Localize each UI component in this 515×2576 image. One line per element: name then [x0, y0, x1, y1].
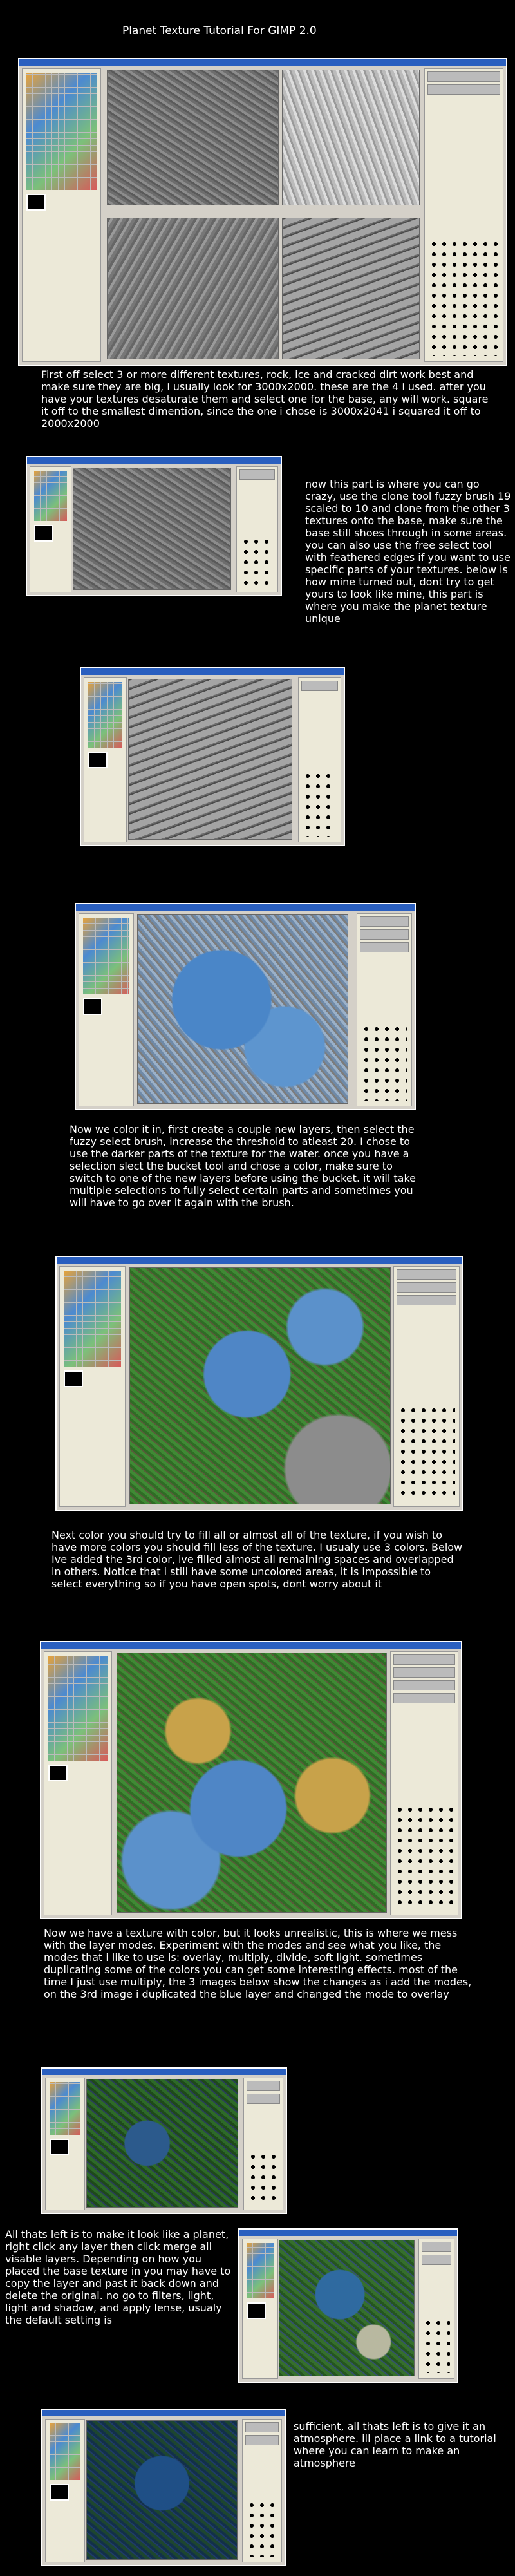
- screenshot-layer-mode-2: [238, 2228, 458, 2383]
- step-5-text: Now we have a texture with color, but it looks unrealistic, this is where we mess with the layer modes. Experiment with the modes and see what you like, the modes that i like to use is: overlay, multiply, divide, soft light. sometimes duplicating some of the colors you can get some interesting effects. most of the time I just use multiply, the 3 images below show the changes as i add the modes, on the 3rd image i duplicated the blue layer and changed the mode to overlay: [44, 1927, 472, 2000]
- screenshot-three-colors: [40, 1641, 462, 1919]
- step-7-text: sufficient, all thats left is to give it an atmosphere. ill place a link to a tutorial where you can learn to make an atmosphere: [294, 2420, 496, 2469]
- screenshot-textures-grid: [18, 58, 507, 366]
- screenshot-base-texture: [26, 456, 282, 596]
- step-3-text: Now we color it in, first create a couple new layers, then select the fuzzy select brush, increase the threshold to atleast 20. I chose to use the darker parts of the texture for the water. once you have a selection slect the bucket tool and chose a color, make sure to switch to one of the new layers before using the bucket. it will take multiple selections to fully select certain parts and sometimes you will have to go over it again with the brush.: [70, 1123, 416, 1209]
- screenshot-cloned-texture: [80, 667, 345, 846]
- step-6-text: All thats left is to make it look like a planet, right click any layer then click merge all visable layers. Depending on how you placed the base texture in you may have to copy the layer and past it back down and delete the original. no go to filters, light, light and shadow, and apply lense, usualy the default setting is: [5, 2228, 231, 2326]
- step-4-text: Next color you should try to fill all or almost all of the texture, if you wish to have more colors you should fill less of the texture. I usualy use 3 colors. Below Ive added the 3rd color, ive filled almost all remaining spaces and overlapped in others. Notice that i still have some uncolored areas, it is impossible to select everything so if you have open spots, dont worry about it: [52, 1529, 463, 1590]
- screenshot-green-color: [55, 1256, 464, 1511]
- screenshot-layer-mode-1: [41, 2067, 287, 2214]
- step-2-text: now this part is where you can go crazy, use the clone tool fuzzy brush 19 scaled to 10 and clone from the other 3 textures onto the base, make sure the base still shoes through in some areas. you can also use the free select tool with feathered edges if you want to use specific parts of your textures. below is how mine turned out, dont try to get yours to look like mine, this part is where you make the planet texture unique: [305, 478, 511, 625]
- screenshot-water-color: [75, 903, 416, 1110]
- page-title: Planet Texture Tutorial For GIMP 2.0: [122, 24, 317, 37]
- screenshot-layer-mode-3: [41, 2409, 286, 2566]
- step-1-text: First off select 3 or more different textures, rock, ice and cracked dirt work best and make sure they are big, i usually look for 3000x2000. these are the 4 i used. after you have your textures desaturate them and select one for the base, any will work. square it off to the smallest dimention, since the one i chose is 3000x2041 i squared it off to 2000x2000: [41, 368, 489, 430]
